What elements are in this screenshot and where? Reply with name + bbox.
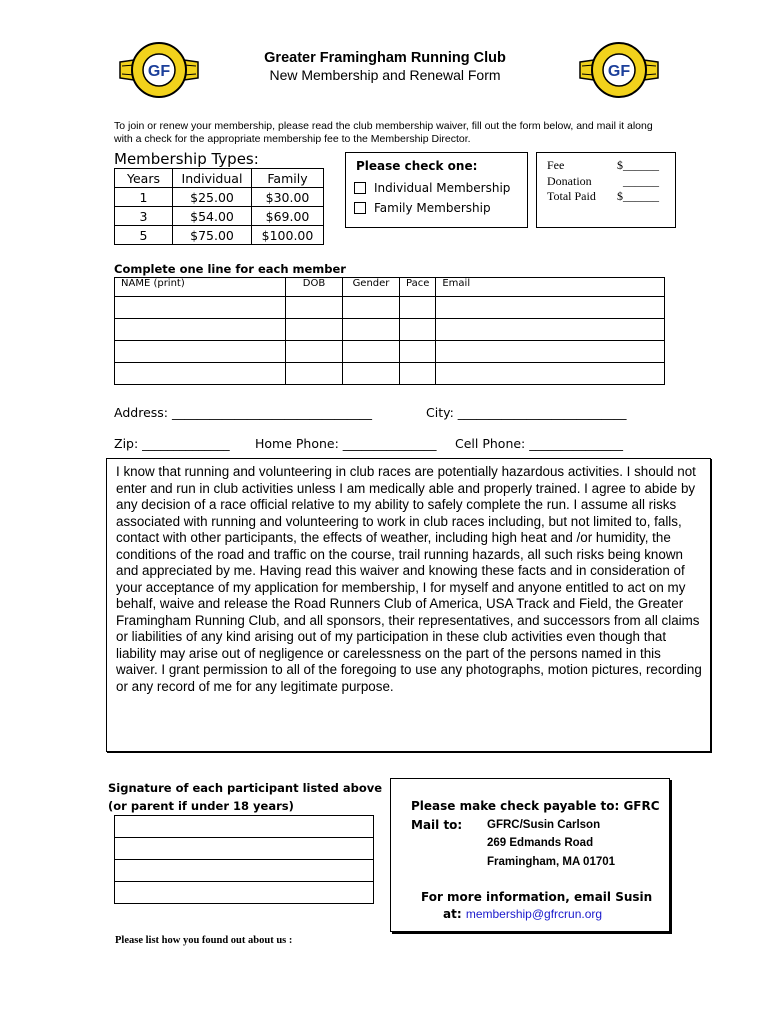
found-us-prompt: Please list how you found out about us : — [115, 935, 293, 946]
zip-field[interactable]: Zip: ______________ — [114, 436, 230, 451]
mail-address-line1: GFRC/Susin Carlson — [487, 819, 601, 831]
member-row[interactable] — [115, 297, 665, 319]
donation-value[interactable]: ______ — [623, 174, 659, 188]
member-row[interactable] — [115, 341, 665, 363]
signature-line[interactable] — [115, 860, 374, 882]
page-title: Greater Framingham Running Club — [264, 50, 506, 66]
donation-label: Donation — [547, 174, 592, 188]
home-phone-field[interactable]: Home Phone: _______________ — [255, 436, 437, 451]
members-label: Complete one line for each member — [114, 262, 346, 276]
types-header-individual: Individual — [173, 169, 252, 188]
membership-choice-panel — [345, 152, 528, 228]
family-membership-option[interactable] — [354, 201, 491, 215]
signature-line[interactable] — [115, 838, 374, 860]
cell-phone-field[interactable]: Cell Phone: _______________ — [455, 436, 623, 451]
fee-value[interactable]: $______ — [617, 158, 659, 172]
total-paid-label: Total Paid — [547, 189, 596, 203]
types-cell: $30.00 — [252, 188, 324, 207]
members-header-gender: Gender — [343, 278, 400, 297]
logo-text: GF — [607, 63, 631, 80]
family-checkbox[interactable] — [354, 202, 366, 214]
individual-checkbox[interactable] — [354, 182, 366, 194]
types-cell: $69.00 — [252, 207, 324, 226]
mail-address-line2: 269 Edmands Road — [487, 837, 594, 849]
city-field[interactable]: City: ___________________________ — [426, 405, 627, 420]
intro-text: To join or renew your membership, please read the club membership waiver, fill out the form below, and mail it along with a check for the appropriate membership fee to the Membership Director. — [114, 120, 653, 145]
member-row[interactable] — [115, 319, 665, 341]
individual-label: Individual Membership — [374, 181, 511, 195]
members-header-pace: Pace — [400, 278, 436, 297]
waiver-box — [106, 458, 711, 752]
check-one-title: Please check one: — [356, 159, 478, 173]
individual-membership-option[interactable] — [354, 181, 510, 195]
signature-label-line2: (or parent if under 18 years) — [108, 799, 294, 813]
types-cell: $100.00 — [252, 226, 324, 245]
signature-label-line1: Signature of each participant listed above — [108, 781, 383, 795]
page-subtitle: New Membership and Renewal Form — [269, 67, 501, 83]
signature-line[interactable] — [115, 816, 374, 838]
mail-address-line3: Framingham, MA 01701 — [487, 856, 616, 868]
signature-table — [114, 815, 374, 904]
total-paid-value[interactable]: $______ — [617, 189, 659, 203]
membership-types-table — [114, 168, 324, 245]
types-cell: $54.00 — [173, 207, 252, 226]
mail-to-label: Mail to: — [411, 818, 463, 832]
payable-text: Please make check payable to: GFRC — [411, 799, 660, 813]
signature-label — [108, 779, 382, 815]
address-field[interactable]: Address: ________________________________ — [114, 405, 372, 420]
logo-text: GF — [147, 63, 171, 80]
members-header-dob: DOB — [286, 278, 343, 297]
types-header-years: Years — [115, 169, 173, 188]
fee-label: Fee — [547, 158, 565, 172]
members-table — [114, 277, 665, 385]
more-info-text: For more information, email Susin — [421, 890, 653, 904]
types-cell: $25.00 — [173, 188, 252, 207]
contact-email-link[interactable]: membership@gfrcrun.org — [465, 907, 603, 921]
payment-info-box — [390, 778, 670, 932]
member-row[interactable] — [115, 363, 665, 385]
types-cell: 3 — [115, 207, 173, 226]
members-header-name: NAME (print) — [115, 278, 286, 297]
types-cell: 5 — [115, 226, 173, 245]
waiver-text: I know that running and volunteering in club races are potentially hazardous activities. I should not enter and run in club activities unless I am medically able and properly trained. I agree to abide by any decision of a race official relative to my ability to safely complete the run. I assume all risks associated with running and volunteering to work in club races including, but not limited to, falls, contact with other participants, the effects of weather, including high heat and /or humidity, the conditions of the road and traffic on the course, trail running hazards, all such risks being known and appreciated by me. Having read this waiver and knowing these facts and in consideration of your acceptance of my application for membership, I for myself and anyone entitled to act on my behalf, waive and release the Road Runners Club of America, USA Track and Field, the Greater Framingham Running Club, and all sponsors, their representatives, and successors from all claims or liabilities of any kind arising out of my participation in these club activities even though that liability may arise out of negligence or carelessness on the part of the persons named in this waiver. I grant permission to all of the foregoing to use any photographs, motion pictures, recording or any record of me for any legitimate purpose. — [116, 464, 702, 694]
membership-types-label: Membership Types: — [114, 150, 259, 168]
members-header-email: Email — [436, 278, 665, 297]
family-label: Family Membership — [374, 201, 491, 215]
signature-line[interactable] — [115, 882, 374, 904]
types-header-family: Family — [252, 169, 324, 188]
types-cell: 1 — [115, 188, 173, 207]
fee-panel — [536, 152, 676, 228]
types-cell: $75.00 — [173, 226, 252, 245]
at-label: at: — [443, 907, 462, 921]
